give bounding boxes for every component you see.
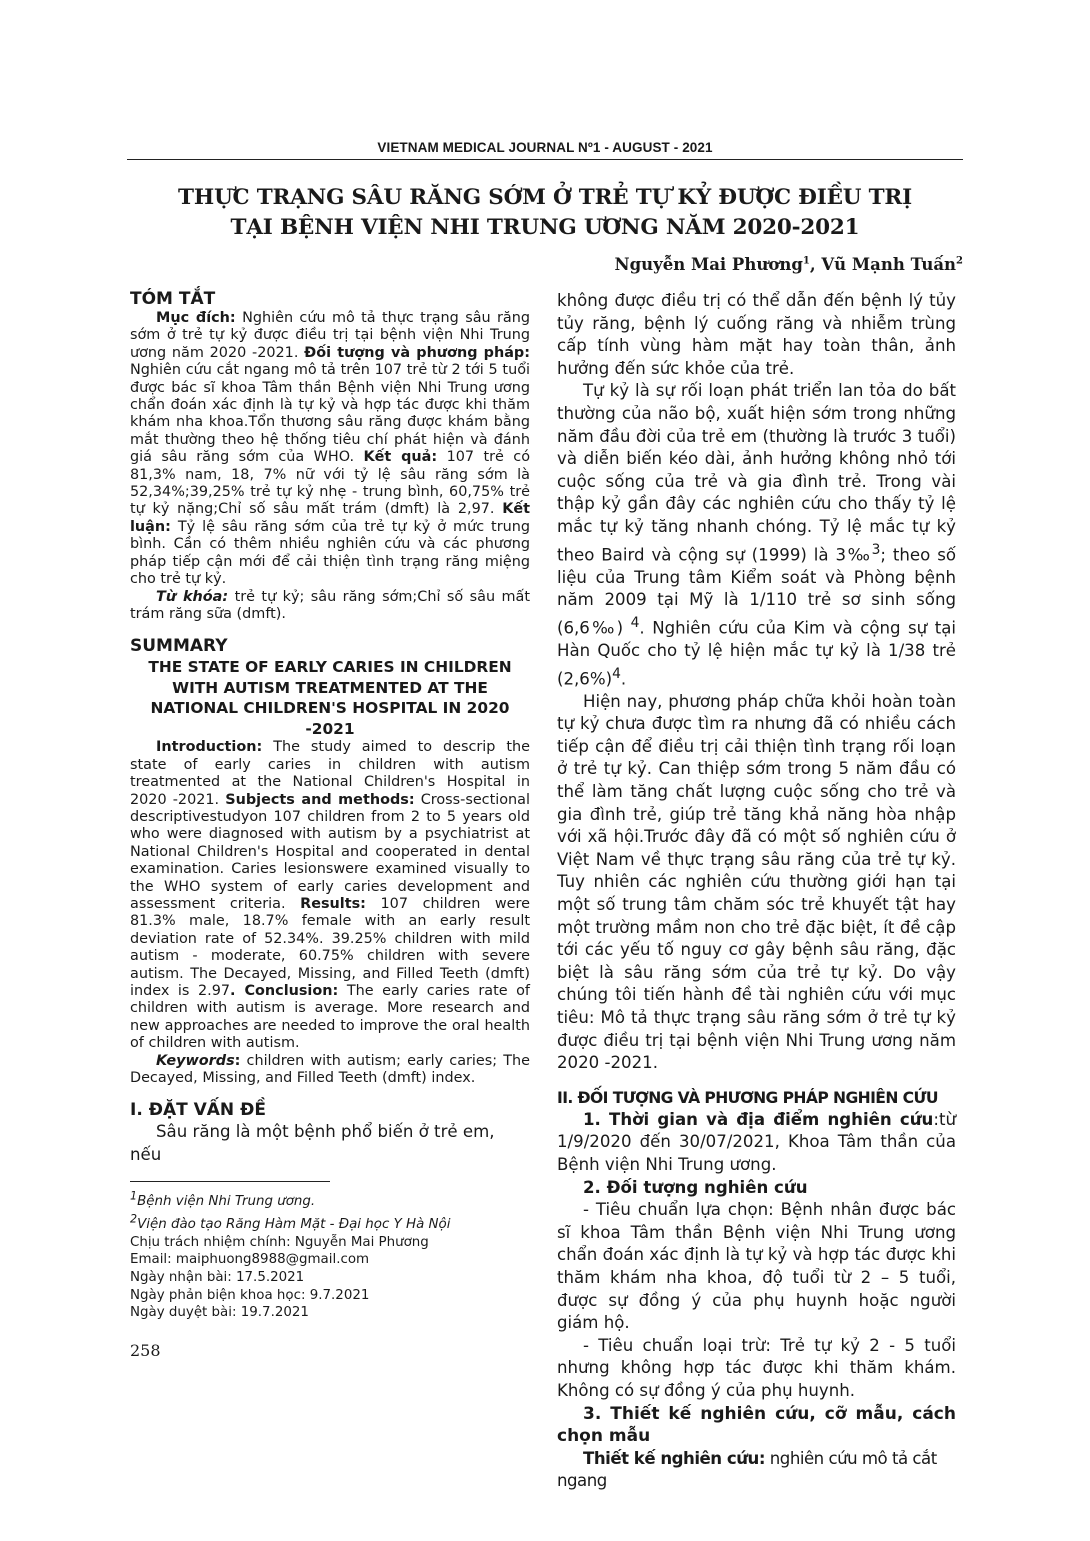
abstract-vi-results-text: 107 trẻ có 81,3% nam, 18, 7% nữ với tỷ lệ sâu răng sớm là 52,34%;39,25% trẻ tự kỷ nhẹ - trung bình, 60,75% trẻ tự kỷ nặng;Chỉ số sâu mất trám (dmft) là 2,97.: [130, 449, 531, 518]
summary-body: [130, 739, 530, 1052]
page-number: 258: [130, 1341, 161, 1360]
footnote-1: [130, 1188, 530, 1211]
footnote-2-text: Viện đào tạo Răng Hàm Mặt - Đại học Y Hà Nội: [137, 1217, 451, 1233]
footnote-2: [130, 1211, 530, 1234]
section-2-sub-3-heading: [557, 1403, 956, 1448]
p2-part-c: . Nghiên cứu của Kim và cộng sự tại Hàn Quốc cho tỷ lệ hiện mắc tự kỷ là 1/38 trẻ (2,6%): [557, 618, 956, 689]
summary-intro-label: Introduction:: [156, 739, 263, 756]
abstract-vi-conclusion-label: Kết luận:: [130, 501, 530, 535]
section-2-sub-2-heading: [557, 1177, 956, 1200]
summary-conclusion-label: . Conclusion:: [230, 983, 339, 999]
abstract-vi-keywords-label: Từ khóa:: [156, 588, 229, 605]
section-2-sub-1-label: 1. Thời gian và địa điểm nghiên cứu: [583, 1109, 934, 1129]
abstract-vi-keywords: [130, 589, 530, 624]
summary-keywords-colon: :: [234, 1052, 241, 1069]
summary-methods-text: Cross-sectional descriptivestudyon 107 children from 2 to 5 years old who were diagnosed with autism by a psychiatrist at National Children's Hospital and cooperated in dental examination. Caries lesionswere examined visually to the WHO system of early caries development and assessment criteria.: [130, 791, 530, 912]
article-title: [127, 183, 963, 243]
summary-methods-label: Subjects and methods:: [225, 791, 415, 808]
summary-heading: SUMMARY: [130, 636, 228, 657]
abstract-vi-methods-label: Đối tượng và phương pháp:: [304, 344, 530, 361]
summary-results-label: Results:: [300, 895, 366, 912]
abstract-vi-methods-text: Nghiên cứu cắt ngang mô tả trên 107 trẻ từ 2 tới 5 tuổi được bác sĩ khoa Tâm thần Bệnh viện Nhi Trung ương chẩn đoán xác định là tự kỷ và hợp tác được khi thăm khám nha khoa.Tổn thương sâu răng được khám bằng mắt thường theo hệ thống tiêu chí phát hiện và đánh giá sâu răng sớm của WHO.: [130, 362, 530, 466]
citation-4a: 4: [630, 614, 640, 631]
title-line-2: TẠI BỆNH VIỆN NHI TRUNG ƯƠNG NĂM 2020-2021: [230, 215, 860, 240]
title-line-1: THỰC TRẠNG SÂU RĂNG SỚM Ở TRẺ TỰ KỶ ĐƯỢC ĐIỀU TRỊ: [178, 185, 912, 210]
abstract-vi-purpose-text: Nghiên cứu mô tả thực trạng sâu răng sớm ở trẻ tự kỷ được điều trị tại bệnh viện Nhi Trung ương năm 2020 -2021.: [130, 310, 530, 361]
study-design-text: nghiên cứu mô tả cắt ngang: [557, 1448, 937, 1491]
footnote-rule: [130, 1181, 330, 1182]
header-rule: [127, 159, 963, 160]
section-1-paragraph-3: Hiện nay, phương pháp chữa khỏi hoàn toàn tự kỷ chưa được tìm ra nhưng đã có nhiều cách tiếp cận để điều trị cải thiện tình trạng rối loạn ở trẻ tự kỷ. Can thiệp sớm trong 5 năm đầu có thể làm tăng chất lượng cuộc sống cho trẻ và gia đình trẻ, giúp trẻ tăng khả năng hòa nhập với xã hội.Trước đây đã có một số nghiên cứu ở Việt Nam về thực trạng sâu răng của trẻ tự kỷ. Tuy nhiên các nghiên cứu thường giới hạn tại một số trung tâm chăm sóc trẻ khuyết tật hay một trường mầm non cho trẻ đặc biệt, ít đề cập tới các yếu tố nguy cơ gây bệnh sâu răng, đặc biệt là sâu răng sớm của trẻ tự kỷ. Do vậy chúng tôi tiến hành đề tài nghiên cứu với mục tiêu: Mô tả thực trạng sâu răng sớm ở trẻ tự kỷ được điều trị tại bệnh viện Nhi Trung ương năm 2020 -2021.: [557, 691, 956, 1073]
abstract-vi-conclusion-text: Tỷ lệ sâu răng sớm của trẻ tự kỷ ở mức trung bình. Cần có thêm nhiều nghiên cứu và các phương pháp tiếp cận mới để cải thiện tình trạng răng miệng cho trẻ tự kỷ.: [130, 518, 530, 588]
summary-intro-text: The study aimed to descrip the state of early caries in children with autism treatmented at the National Children's Hospital in 2020 -2021.: [130, 739, 530, 808]
author-separator: ,: [809, 255, 822, 274]
study-design-label: Thiết kế nghiên cứu:: [583, 1448, 765, 1468]
abstract-vi-heading: TÓM TẮT: [130, 289, 216, 309]
left-column: [130, 288, 530, 1322]
p2-part-a: Tự kỷ là sự rối loạn phát triển lan tỏa do bất thường của não bộ, xuất hiện sớm trong những năm đầu đời của trẻ em (thường là trước 3 tuổi) và diễn biến kéo dài, ảnh hưởng không nhỏ tới cuộc sống của trẻ và gia đình trẻ. Trong vài thập kỷ gần đây các nghiên cứu cho thấy tỷ lệ mắc tự kỷ tăng nhanh chóng. Tỷ lệ mắc tự kỷ theo Baird và cộng sự (1999) là 3‰: [557, 381, 956, 565]
summary-keywords-label: Keywords: [156, 1052, 235, 1069]
right-column: [557, 290, 956, 1493]
summary-title: THE STATE OF EARLY CARIES IN CHILDREN WITH AUTISM TREATMENTED AT THE NATIONAL CHILDREN'S HOSPITAL IN 2020 -2021: [148, 658, 512, 738]
author-2: Vũ Mạnh Tuấn: [821, 255, 957, 274]
section-2-sub-1-text: :từ 1/9/2020 đến 30/07/2021, Khoa Tâm thần của Bệnh viện Nhi Trung ương.: [557, 1109, 956, 1174]
footnote-received: Ngày nhận bài: 17.5.2021: [130, 1269, 305, 1285]
p2-part-d: .: [620, 669, 627, 689]
abstract-vi-body: [130, 310, 530, 589]
section-2-sub-2-label: 2. Đối tượng nghiên cứu: [583, 1177, 808, 1197]
journal-header: VIETNAM MEDICAL JOURNAL Nº1 - AUGUST - 2021: [377, 140, 713, 155]
p2-part-b: ; theo số liệu của Trung tâm Kiểm soát và Phòng bệnh năm 2009 tại Mỹ là 1/110 trẻ sơ sinh sống (6,6‰): [557, 545, 956, 638]
summary-conclusion-text: The early caries rate of children with autism is average. More research and new approaches are needed to improve the oral health of children with autism.: [130, 983, 530, 1052]
abstract-vi-purpose-label: Mục đích:: [156, 310, 236, 326]
footnote-reviewed: Ngày phản biện khoa học: 9.7.2021: [130, 1287, 370, 1303]
section-2-heading: II. ĐỐI TƯỢNG VÀ PHƯƠNG PHÁP NGHIÊN CỨU: [557, 1088, 938, 1107]
author-1: Nguyễn Mai Phương: [614, 255, 803, 274]
footnote-accepted: Ngày duyệt bài: 19.7.2021: [130, 1305, 309, 1321]
abstract-vi-results-label: Kết quả:: [363, 449, 438, 466]
summary-keywords: [130, 1053, 530, 1088]
summary-keywords-text: children with autism; early caries; The Decayed, Missing, and Filled Teeth (dmft) index.: [130, 1052, 530, 1087]
section-1-paragraph-2: [557, 380, 956, 690]
author-1-affiliation: 1: [802, 255, 810, 267]
study-design: [557, 1448, 956, 1493]
footnote-1-text: Bệnh viện Nhi Trung ương.: [137, 1194, 316, 1210]
footnote-2-mark: 2: [130, 1212, 138, 1226]
footnote-1-mark: 1: [130, 1189, 138, 1203]
exclusion-criteria: - Tiêu chuẩn loại trừ: Trẻ tự kỷ 2 - 5 tuổi nhưng không hợp tác được khi thăm khám. Không có sự đồng ý của phụ huynh.: [557, 1335, 956, 1400]
section-1-paragraph-1-start: Sâu răng là một bệnh phổ biến ở trẻ em, nếu: [130, 1122, 495, 1165]
section-2-sub-3-label: 3. Thiết kế nghiên cứu, cỡ mẫu, cách chọn mẫu: [557, 1403, 956, 1447]
inclusion-criteria: - Tiêu chuẩn lựa chọn: Bệnh nhân được bác sĩ khoa Tâm thần Bệnh viện Nhi Trung ương chẩn đoán xác định là tự kỷ và hợp tác được khi thăm khám nha khoa, độ tuổi từ 2 – 5 tuổi, được sự đồng ý của phụ huynh hoặc người giám hộ.: [557, 1200, 956, 1333]
citation-4b: 4: [612, 665, 621, 682]
section-1-heading: I. ĐẶT VẤN ĐỀ: [130, 1100, 266, 1121]
section-2-sub-1: [557, 1109, 956, 1177]
abstract-vi-keywords-text: trẻ tự kỷ; sâu răng sớm;Chỉ số sâu mất trám răng sữa (dmft).: [130, 588, 530, 622]
footnote-corresponding: Chịu trách nhiệm chính: Nguyễn Mai Phương: [130, 1234, 429, 1250]
citation-3: 3: [871, 541, 881, 558]
section-1-paragraph-1-continued: không được điều trị có thể dẫn đến bệnh lý tủy tủy răng, bệnh lý cuống răng và nhiễm trùng cấp tính vùng hàm mặt hay toàn thân, ảnh hưởng đến sức khỏe của trẻ.: [557, 291, 956, 378]
author-2-affiliation: 2: [956, 255, 963, 267]
author-list: [615, 255, 963, 274]
summary-results-text: 107 children were 81.3% male, 18.7% female with an early result deviation rate of 52.34%. 39.25% children with mild autism - moderate, 60.75% children with severe autism. The Decayed, Missing, and Filled Teeth (dmft) index is 2.97: [130, 895, 530, 999]
footnote-email: Email: maiphuong8988@gmail.com: [130, 1252, 370, 1268]
